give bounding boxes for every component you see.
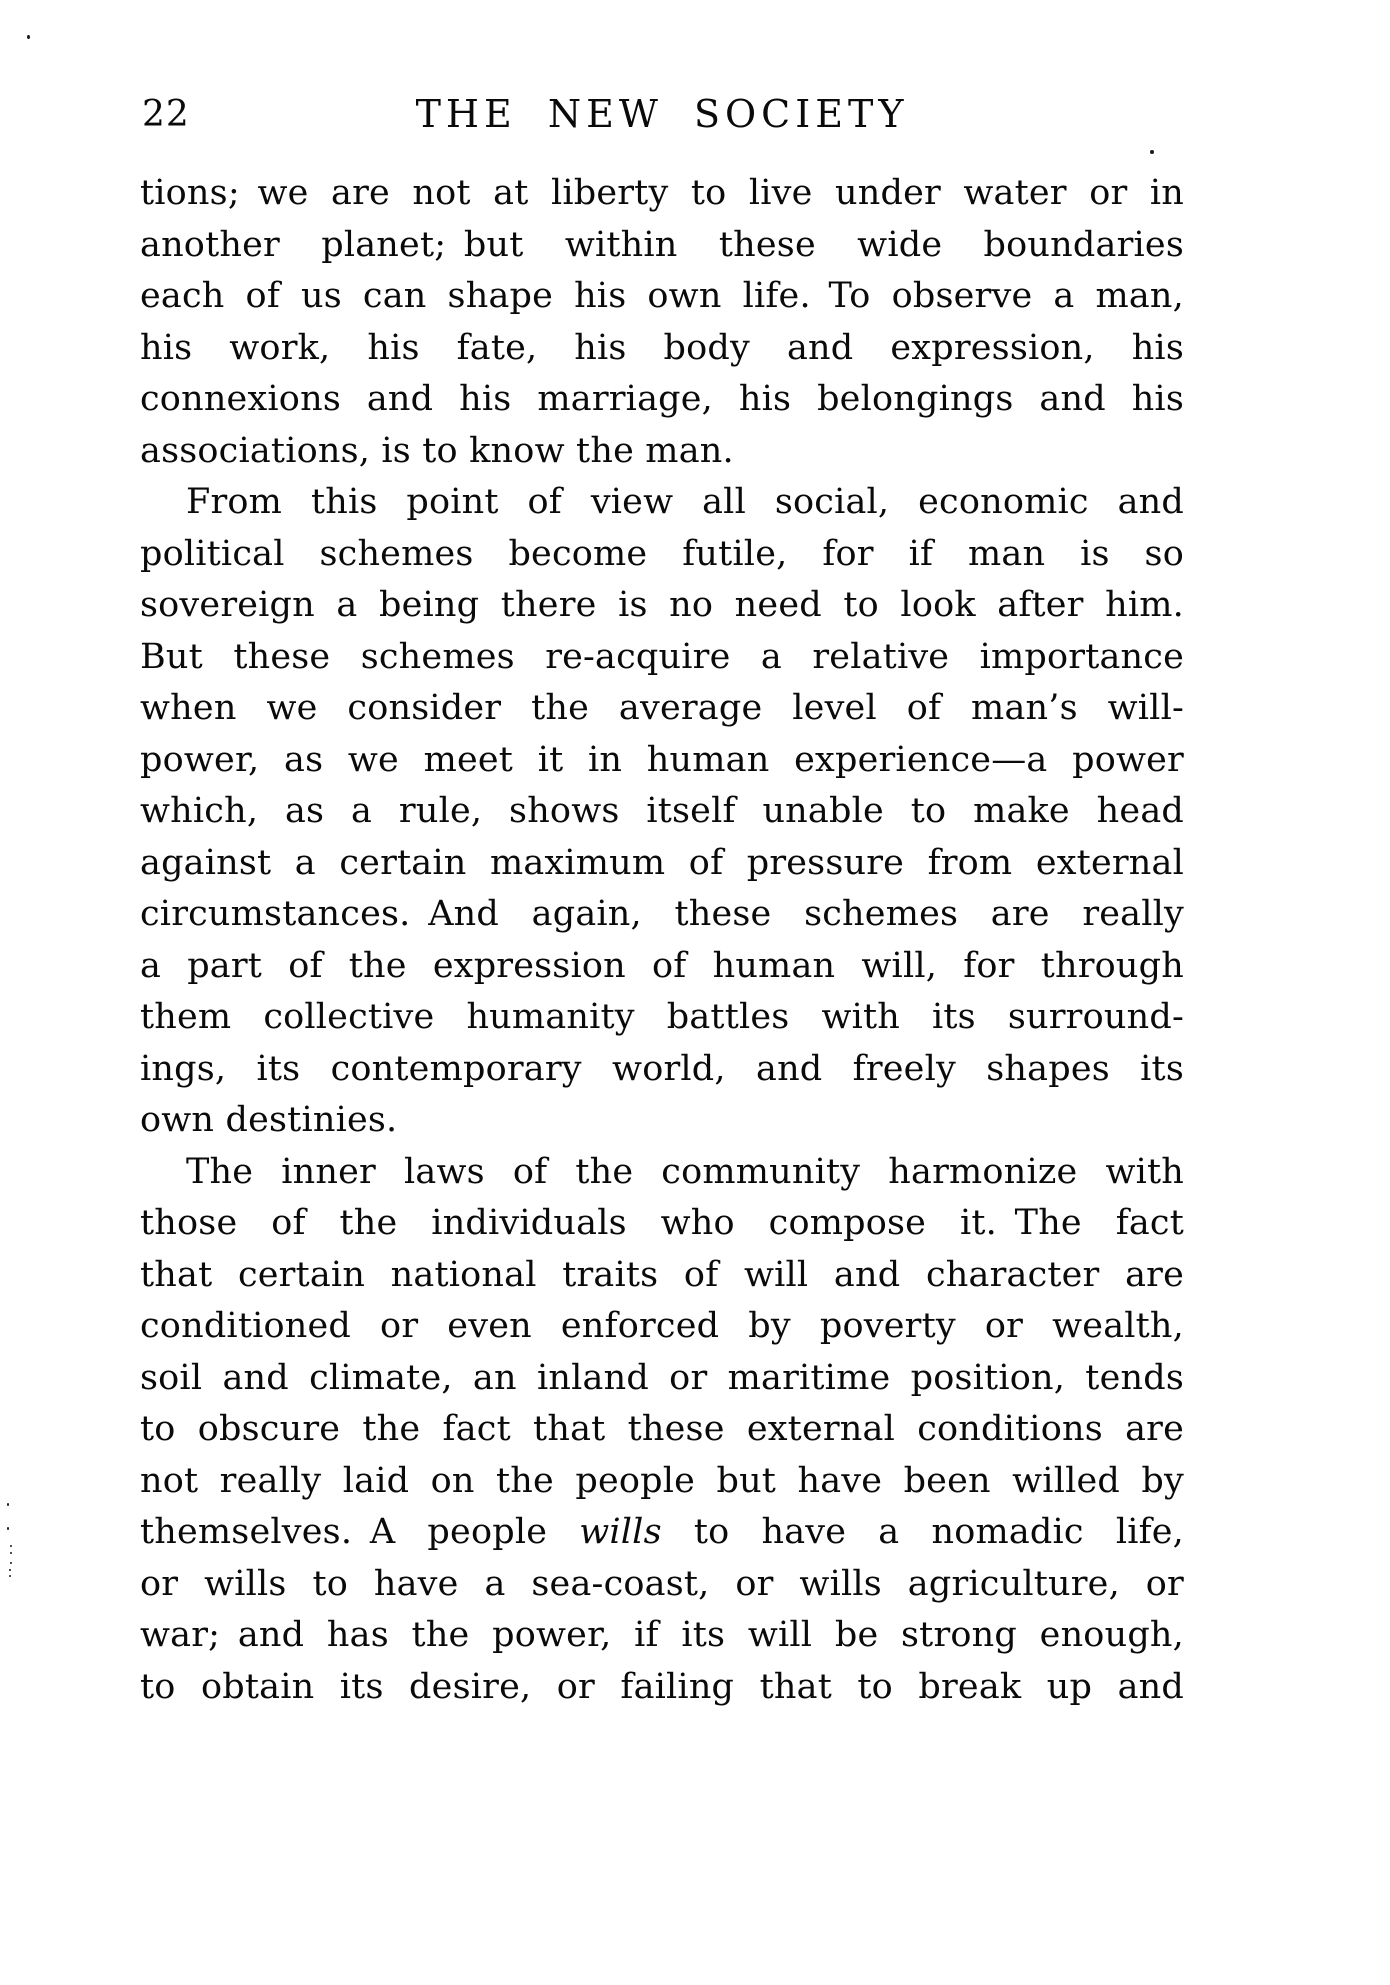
text-segment: not really laid on the people but have been willed by xyxy=(140,1460,1184,1501)
text-segment: sovereign a being there is no need to look after him. xyxy=(140,585,1184,625)
text-segment: which, as a rule, shows itself unable to make head xyxy=(140,791,1184,831)
text-line xyxy=(140,941,1184,993)
text-line xyxy=(140,992,1184,1044)
text-line xyxy=(140,580,1184,632)
text-line xyxy=(140,786,1184,838)
text-line xyxy=(140,1559,1184,1611)
text-line xyxy=(140,271,1184,323)
text-line xyxy=(140,838,1184,890)
scan-speck xyxy=(10,1552,12,1554)
text-line xyxy=(140,477,1184,529)
text-line xyxy=(140,632,1184,684)
text-line xyxy=(140,323,1184,375)
text-segment: ings, its contemporary world, and freely shapes its xyxy=(140,1048,1184,1089)
text-line xyxy=(140,1250,1184,1302)
text-segment: to have a nomadic life, xyxy=(661,1512,1184,1552)
running-title: THE NEW SOCIETY xyxy=(415,92,909,136)
text-line xyxy=(140,889,1184,941)
text-segment: circumstances. And again, these schemes are really xyxy=(140,894,1184,934)
text-segment: associations, is to know the man. xyxy=(140,430,734,471)
text-segment: political schemes become futile, for if man is so xyxy=(140,533,1184,574)
page-header xyxy=(140,92,1184,136)
text-segment: From this point of view all social, economic and xyxy=(186,482,1184,522)
text-line xyxy=(140,1507,1184,1559)
text-segment: But these schemes re-acquire a relative importance xyxy=(140,636,1184,677)
scan-speck xyxy=(9,1569,11,1571)
italic-text: wills xyxy=(579,1512,662,1552)
text-segment: conditioned or even enforced by poverty or wealth, xyxy=(140,1306,1184,1346)
text-segment: themselves. A people xyxy=(140,1512,580,1552)
scan-speck xyxy=(10,1545,12,1547)
text-line xyxy=(140,1301,1184,1353)
text-segment: that certain national traits of will and character are xyxy=(140,1254,1184,1295)
text-line xyxy=(140,1044,1184,1096)
text-line xyxy=(140,735,1184,787)
text-line xyxy=(140,529,1184,581)
text-segment: power, as we meet it in human experience—a power xyxy=(140,739,1184,780)
text-segment: tions; we are not at liberty to live under water or in xyxy=(140,173,1184,213)
text-line xyxy=(140,426,1184,478)
text-segment: war; and has the power, if its will be strong enough, xyxy=(140,1615,1184,1655)
scan-speck xyxy=(9,1575,11,1577)
text-line xyxy=(140,1147,1184,1199)
text-segment: his work, his fate, his body and expression, his xyxy=(140,327,1184,368)
text-line xyxy=(140,168,1184,220)
text-line xyxy=(140,1095,1184,1147)
text-line xyxy=(140,1456,1184,1508)
page-number: 22 xyxy=(142,94,190,135)
text-segment: against a certain maximum of pressure from external xyxy=(140,842,1184,883)
text-line xyxy=(140,220,1184,272)
text-segment: a part of the expression of human will, for through xyxy=(140,945,1184,986)
text-line xyxy=(140,1404,1184,1456)
text-segment: another planet; but within these wide boundaries xyxy=(140,224,1184,265)
text-line xyxy=(140,374,1184,426)
text-line xyxy=(140,683,1184,735)
text-line xyxy=(140,1662,1184,1714)
page-body xyxy=(140,168,1184,1713)
text-segment: each of us can shape his own life. To observe a man, xyxy=(140,276,1184,316)
text-segment: own destinies. xyxy=(140,1100,398,1140)
scan-speck xyxy=(10,1562,12,1564)
scan-speck xyxy=(27,35,30,39)
text-line xyxy=(140,1198,1184,1250)
text-line xyxy=(140,1610,1184,1662)
text-segment: The inner laws of the community harmonize with xyxy=(186,1151,1184,1192)
text-segment: or wills to have a sea-coast, or wills agriculture, or xyxy=(140,1563,1184,1604)
scan-speck xyxy=(7,1527,9,1530)
text-segment: to obtain its desire, or failing that to break up and xyxy=(140,1666,1184,1707)
text-segment: soil and climate, an inland or maritime position, tends xyxy=(140,1357,1184,1398)
text-segment: connexions and his marriage, his belongings and his xyxy=(140,379,1184,419)
scan-speck xyxy=(7,1503,9,1506)
text-line xyxy=(140,1353,1184,1405)
text-segment: those of the individuals who compose it. The fact xyxy=(140,1203,1184,1243)
scan-speck xyxy=(1150,150,1154,154)
text-segment: when we consider the average level of man’s will- xyxy=(140,688,1184,728)
text-segment: them collective humanity battles with its surround- xyxy=(140,997,1184,1037)
text-segment: to obscure the fact that these external conditions are xyxy=(140,1409,1184,1449)
